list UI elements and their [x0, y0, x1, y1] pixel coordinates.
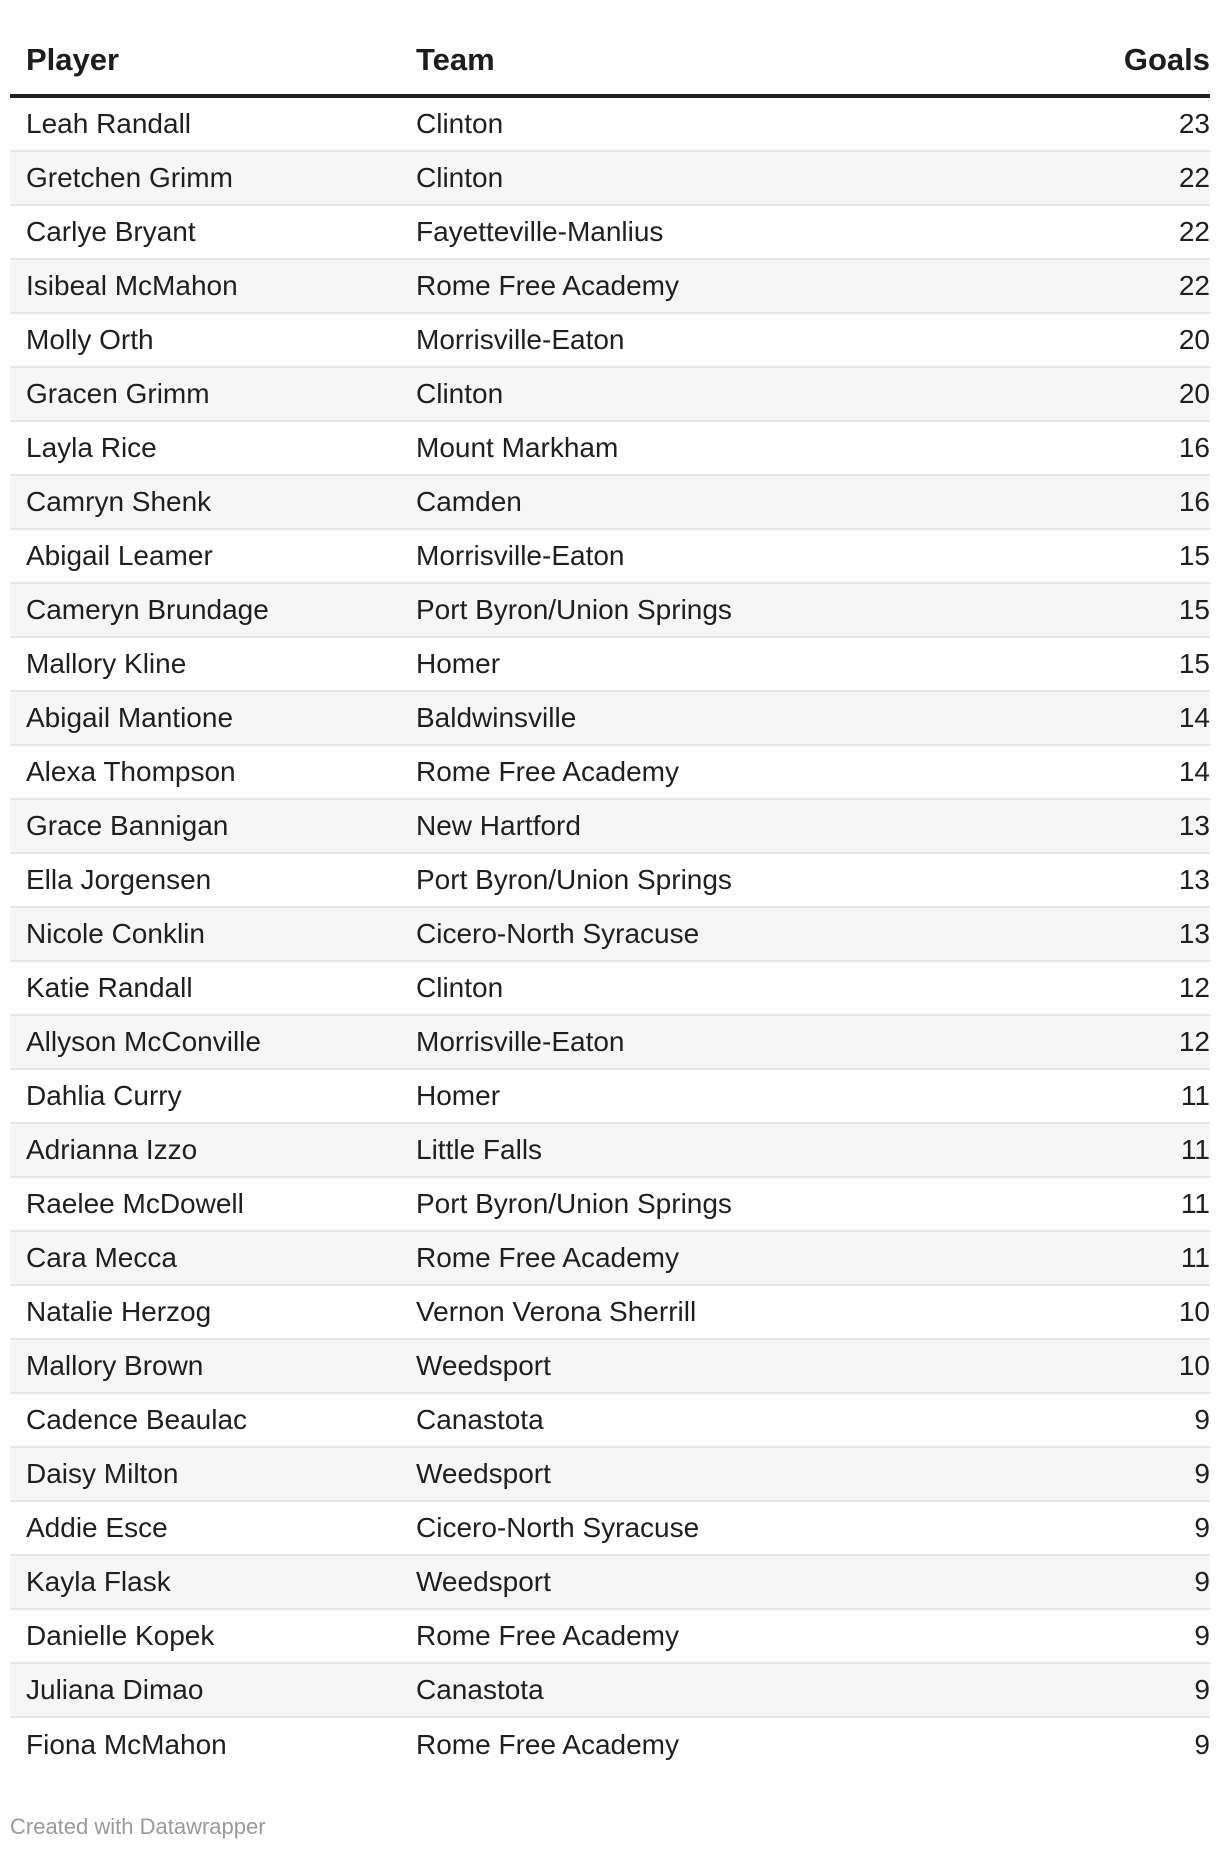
player-cell: Carlye Bryant [26, 216, 196, 247]
player-cell: Cadence Beaulac [26, 1404, 248, 1435]
team-cell: Rome Free Academy [416, 1242, 679, 1273]
player-cell: Isibeal McMahon [26, 270, 238, 301]
team-cell: Homer [416, 648, 501, 679]
table-row [10, 854, 1210, 908]
team-cell: Cicero-North Syracuse [416, 918, 700, 949]
table-row [10, 1448, 1210, 1502]
goals-cell: 14 [1178, 756, 1210, 787]
player-cell: Layla Rice [26, 432, 157, 463]
column-header-player[interactable]: Player [26, 42, 120, 77]
table-row [10, 800, 1210, 854]
table-row [10, 206, 1210, 260]
team-cell: Canastota [416, 1674, 544, 1705]
team-cell: Port Byron/Union Springs [416, 594, 732, 625]
table-header [10, 26, 1210, 98]
player-cell: Gretchen Grimm [26, 162, 233, 193]
goals-cell: 15 [1178, 594, 1210, 625]
team-cell: Homer [416, 1080, 501, 1111]
player-cell: Leah Randall [26, 108, 192, 139]
player-cell: Dahlia Curry [26, 1080, 182, 1111]
team-cell: Rome Free Academy [416, 270, 679, 301]
table-row [10, 746, 1210, 800]
goals-cell: 11 [1180, 1188, 1210, 1219]
column-header-goals[interactable]: Goals [1123, 42, 1210, 77]
goals-cell: 10 [1178, 1350, 1210, 1381]
player-cell: Daisy Milton [26, 1458, 179, 1489]
table-row [10, 530, 1210, 584]
player-cell: Mallory Brown [26, 1350, 204, 1381]
goals-cell: 9 [1194, 1566, 1210, 1597]
team-cell: Clinton [416, 972, 504, 1003]
player-cell: Fiona McMahon [26, 1729, 227, 1760]
team-cell: Weedsport [416, 1566, 551, 1597]
table-row [10, 1286, 1210, 1340]
player-cell: Allyson McConville [26, 1026, 261, 1057]
goals-cell: 15 [1178, 648, 1210, 679]
table-row [10, 1502, 1210, 1556]
goals-cell: 13 [1178, 864, 1210, 895]
team-cell: New Hartford [416, 810, 581, 841]
player-cell: Kayla Flask [26, 1566, 171, 1597]
table-row [10, 98, 1210, 152]
goals-cell: 16 [1178, 432, 1210, 463]
player-cell: Ella Jorgensen [26, 864, 212, 895]
table-row [10, 584, 1210, 638]
table-row [10, 1124, 1210, 1178]
team-cell: Camden [416, 486, 522, 517]
table-row [10, 1664, 1210, 1718]
table-row [10, 638, 1210, 692]
table-row [10, 314, 1210, 368]
player-cell: Juliana Dimao [26, 1674, 204, 1705]
table-row [10, 1718, 1210, 1772]
player-cell: Cameryn Brundage [26, 594, 269, 625]
team-cell: Morrisville-Eaton [416, 540, 625, 571]
goals-cell: 22 [1178, 162, 1210, 193]
team-cell: Little Falls [416, 1134, 543, 1165]
team-cell: Baldwinsville [416, 702, 577, 733]
team-cell: Weedsport [416, 1350, 551, 1381]
table-row [10, 1610, 1210, 1664]
table-row [10, 692, 1210, 746]
goals-cell: 9 [1194, 1729, 1210, 1760]
player-cell: Abigail Leamer [26, 540, 213, 571]
table-row [10, 368, 1210, 422]
goals-cell: 11 [1180, 1134, 1210, 1165]
goals-cell: 20 [1178, 324, 1210, 355]
team-cell: Cicero-North Syracuse [416, 1512, 700, 1543]
goals-cell: 12 [1178, 972, 1210, 1003]
team-cell: Canastota [416, 1404, 544, 1435]
table-row [10, 260, 1210, 314]
player-cell: Gracen Grimm [26, 378, 210, 409]
team-cell: Rome Free Academy [416, 1729, 679, 1760]
goals-cell: 11 [1180, 1080, 1210, 1111]
team-cell: Rome Free Academy [416, 756, 679, 787]
team-cell: Port Byron/Union Springs [416, 1188, 732, 1219]
team-cell: Rome Free Academy [416, 1620, 679, 1651]
team-cell: Fayetteville-Manlius [416, 216, 664, 247]
player-cell: Alexa Thompson [26, 756, 236, 787]
table-row [10, 1556, 1210, 1610]
player-cell: Molly Orth [26, 324, 154, 355]
team-cell: Weedsport [416, 1458, 551, 1489]
player-cell: Abigail Mantione [26, 702, 234, 733]
player-cell: Danielle Kopek [26, 1620, 215, 1651]
goals-cell: 22 [1178, 270, 1210, 301]
player-cell: Adrianna Izzo [26, 1134, 198, 1165]
team-cell: Clinton [416, 162, 504, 193]
goals-cell: 9 [1194, 1458, 1210, 1489]
goals-cell: 9 [1194, 1404, 1210, 1435]
table-row [10, 1340, 1210, 1394]
goals-cell: 11 [1180, 1242, 1210, 1273]
goals-cell: 16 [1178, 486, 1210, 517]
goals-cell: 15 [1178, 540, 1210, 571]
player-cell: Cara Mecca [26, 1242, 177, 1273]
player-cell: Nicole Conklin [26, 918, 205, 949]
team-cell: Morrisville-Eaton [416, 324, 625, 355]
player-cell: Camryn Shenk [26, 486, 212, 517]
column-header-team[interactable]: Team [416, 42, 495, 77]
team-cell: Mount Markham [416, 432, 619, 463]
table-row [10, 1070, 1210, 1124]
goals-cell: 14 [1178, 702, 1210, 733]
goals-cell: 9 [1194, 1512, 1210, 1543]
datawrapper-credit: Created with Datawrapper [10, 1814, 266, 1839]
player-cell: Raelee McDowell [26, 1188, 244, 1219]
table-row [10, 152, 1210, 206]
goals-table [10, 26, 1210, 1772]
table-row [10, 908, 1210, 962]
player-cell: Katie Randall [26, 972, 193, 1003]
goals-cell: 13 [1178, 810, 1210, 841]
goals-cell: 9 [1194, 1620, 1210, 1651]
goals-cell: 13 [1178, 918, 1210, 949]
table-row [10, 1394, 1210, 1448]
player-cell: Natalie Herzog [26, 1296, 212, 1327]
table-row [10, 476, 1210, 530]
table-row [10, 422, 1210, 476]
player-cell: Mallory Kline [26, 648, 187, 679]
table-body [10, 98, 1210, 1772]
team-cell: Vernon Verona Sherrill [416, 1296, 697, 1327]
goals-cell: 20 [1178, 378, 1210, 409]
goals-cell: 12 [1178, 1026, 1210, 1057]
goals-cell: 22 [1178, 216, 1210, 247]
team-cell: Clinton [416, 108, 504, 139]
goals-cell: 23 [1178, 108, 1210, 139]
goals-cell: 9 [1194, 1674, 1210, 1705]
table-row [10, 1178, 1210, 1232]
table-row [10, 962, 1210, 1016]
table-row [10, 1232, 1210, 1286]
team-cell: Clinton [416, 378, 504, 409]
team-cell: Morrisville-Eaton [416, 1026, 625, 1057]
team-cell: Port Byron/Union Springs [416, 864, 732, 895]
player-cell: Addie Esce [26, 1512, 168, 1543]
player-cell: Grace Bannigan [26, 810, 229, 841]
table-row [10, 1016, 1210, 1070]
goals-cell: 10 [1178, 1296, 1210, 1327]
